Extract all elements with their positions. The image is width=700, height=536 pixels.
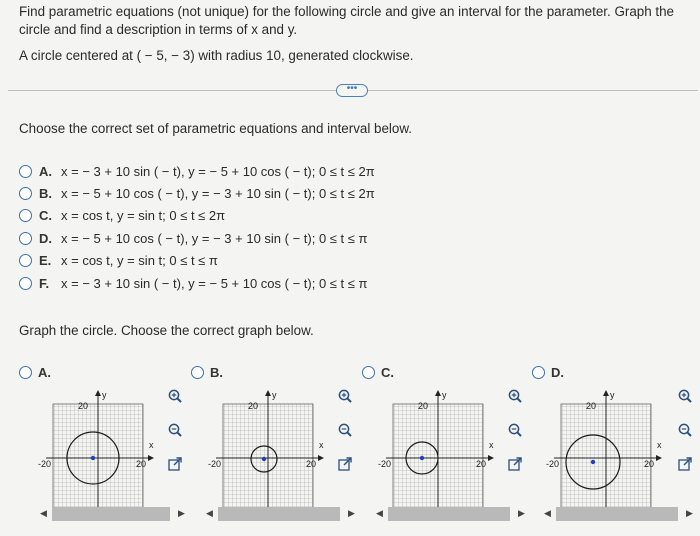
x-right-tick: 20 (136, 459, 147, 469)
zoom-in-icon[interactable] (167, 388, 183, 404)
equation-options (19, 160, 375, 294)
option-d[interactable] (19, 227, 375, 249)
option-e[interactable] (19, 250, 375, 272)
x-left-tick: -20 (546, 459, 560, 469)
x-left-tick: -20 (378, 459, 392, 469)
more-button[interactable]: ••• (336, 84, 368, 97)
x-left-tick: -20 (38, 459, 52, 469)
external-link-icon[interactable] (167, 456, 183, 472)
graph-option-a[interactable] (19, 365, 60, 380)
y-label: y (442, 390, 447, 400)
scrollbar-d[interactable] (556, 507, 678, 521)
zoom-in-icon[interactable] (677, 388, 693, 404)
zoom-out-icon[interactable] (507, 422, 523, 438)
option-text: x = − 3 + 10 sin ( − t), y = − 5 + 10 cos ( − t); 0 ≤ t ≤ π (61, 275, 368, 291)
scroll-left-icon[interactable]: ◀ (376, 508, 383, 518)
radio-graph-a[interactable] (19, 366, 32, 379)
scroll-left-icon[interactable]: ◀ (206, 508, 213, 518)
x-axis-arrow (148, 455, 154, 461)
part1-prompt: Choose the correct set of parametric equations and interval below. (19, 121, 413, 136)
graph-center-point (420, 456, 424, 460)
x-label: x (657, 440, 662, 450)
option-letter: D. (39, 230, 52, 246)
x-label: x (149, 440, 154, 450)
question-subtext: A circle centered at ( − 5, − 3) with radius 10, generated clockwise. (19, 48, 414, 63)
graph-center-point (591, 460, 595, 464)
radio-b[interactable] (19, 187, 32, 200)
option-text: x = − 3 + 10 sin ( − t), y = − 5 + 10 cos ( − t); 0 ≤ t ≤ 2π (61, 163, 375, 179)
graph-letter: D. (551, 365, 564, 380)
graph-b (208, 386, 330, 526)
radio-d[interactable] (19, 232, 32, 245)
y-axis-arrow (603, 390, 609, 396)
radio-e[interactable] (19, 254, 32, 267)
scroll-right-icon[interactable]: ▶ (518, 508, 525, 518)
graph-center-point (262, 457, 266, 461)
scroll-left-icon[interactable]: ◀ (40, 508, 47, 518)
y-label: y (102, 390, 107, 400)
radio-f[interactable] (19, 277, 32, 290)
option-b[interactable] (19, 182, 375, 204)
external-link-icon[interactable] (507, 456, 523, 472)
y-axis-arrow (95, 390, 101, 396)
y-top-tick: 20 (418, 401, 429, 411)
y-top-tick: 20 (248, 401, 259, 411)
x-axis-arrow (488, 455, 494, 461)
part2-prompt: Graph the circle. Choose the correct graph below. (19, 323, 314, 338)
graph-center-point (91, 456, 95, 460)
x-right-tick: 20 (306, 459, 317, 469)
y-axis-arrow (265, 390, 271, 396)
graph-letter: C. (381, 365, 394, 380)
x-right-tick: 20 (644, 459, 655, 469)
y-label: y (272, 390, 277, 400)
graph-letter: A. (38, 365, 51, 380)
option-letter: A. (39, 163, 52, 179)
option-letter: E. (39, 253, 52, 269)
y-top-tick: 20 (586, 401, 597, 411)
zoom-in-icon[interactable] (507, 388, 523, 404)
zoom-out-icon[interactable] (167, 422, 183, 438)
radio-c[interactable] (19, 209, 32, 222)
scroll-right-icon[interactable]: ▶ (686, 508, 693, 518)
option-text: x = cos t, y = sin t; 0 ≤ t ≤ π (61, 253, 218, 269)
graph-d (546, 386, 668, 526)
y-label: y (610, 390, 615, 400)
y-top-tick: 20 (78, 401, 89, 411)
radio-graph-d[interactable] (532, 366, 545, 379)
option-text: x = cos t, y = sin t; 0 ≤ t ≤ 2π (61, 208, 226, 224)
radio-graph-c[interactable] (362, 366, 375, 379)
option-letter: F. (39, 275, 50, 291)
option-letter: B. (39, 186, 52, 202)
option-text: x = − 5 + 10 cos ( − t), y = − 3 + 10 sin ( − t); 0 ≤ t ≤ π (61, 230, 368, 246)
graph-c (378, 386, 500, 526)
graph-letter: B. (210, 365, 223, 380)
graph-option-b[interactable] (191, 365, 232, 380)
option-letter: C. (39, 208, 52, 224)
radio-graph-b[interactable] (191, 366, 204, 379)
zoom-out-icon[interactable] (677, 422, 693, 438)
graph-option-c[interactable] (362, 365, 403, 380)
scrollbar-c[interactable] (388, 507, 510, 521)
scroll-right-icon[interactable]: ▶ (348, 508, 355, 518)
scrollbar-a[interactable] (52, 507, 170, 521)
x-label: x (319, 440, 324, 450)
question-text: Find parametric equations (not unique) for the following circle and give an interval for the parameter. Graph the circle and find a description in terms of x and y. (19, 4, 675, 37)
external-link-icon[interactable] (337, 456, 353, 472)
zoom-in-icon[interactable] (337, 388, 353, 404)
external-link-icon[interactable] (677, 456, 693, 472)
x-right-tick: 20 (476, 459, 487, 469)
x-axis-arrow (656, 455, 662, 461)
x-label: x (489, 440, 494, 450)
graph-option-d[interactable] (532, 365, 573, 380)
x-axis-arrow (318, 455, 324, 461)
graph-a (38, 386, 160, 526)
option-c[interactable] (19, 205, 375, 227)
radio-a[interactable] (19, 165, 32, 178)
scroll-right-icon[interactable]: ▶ (178, 508, 185, 518)
option-f[interactable] (19, 272, 375, 294)
option-text: x = − 5 + 10 cos ( − t), y = − 3 + 10 sin ( − t); 0 ≤ t ≤ 2π (61, 186, 375, 202)
y-axis-arrow (435, 390, 441, 396)
option-a[interactable] (19, 160, 375, 182)
scroll-left-icon[interactable]: ◀ (544, 508, 551, 518)
scrollbar-b[interactable] (218, 507, 340, 521)
zoom-out-icon[interactable] (337, 422, 353, 438)
x-left-tick: -20 (208, 459, 222, 469)
